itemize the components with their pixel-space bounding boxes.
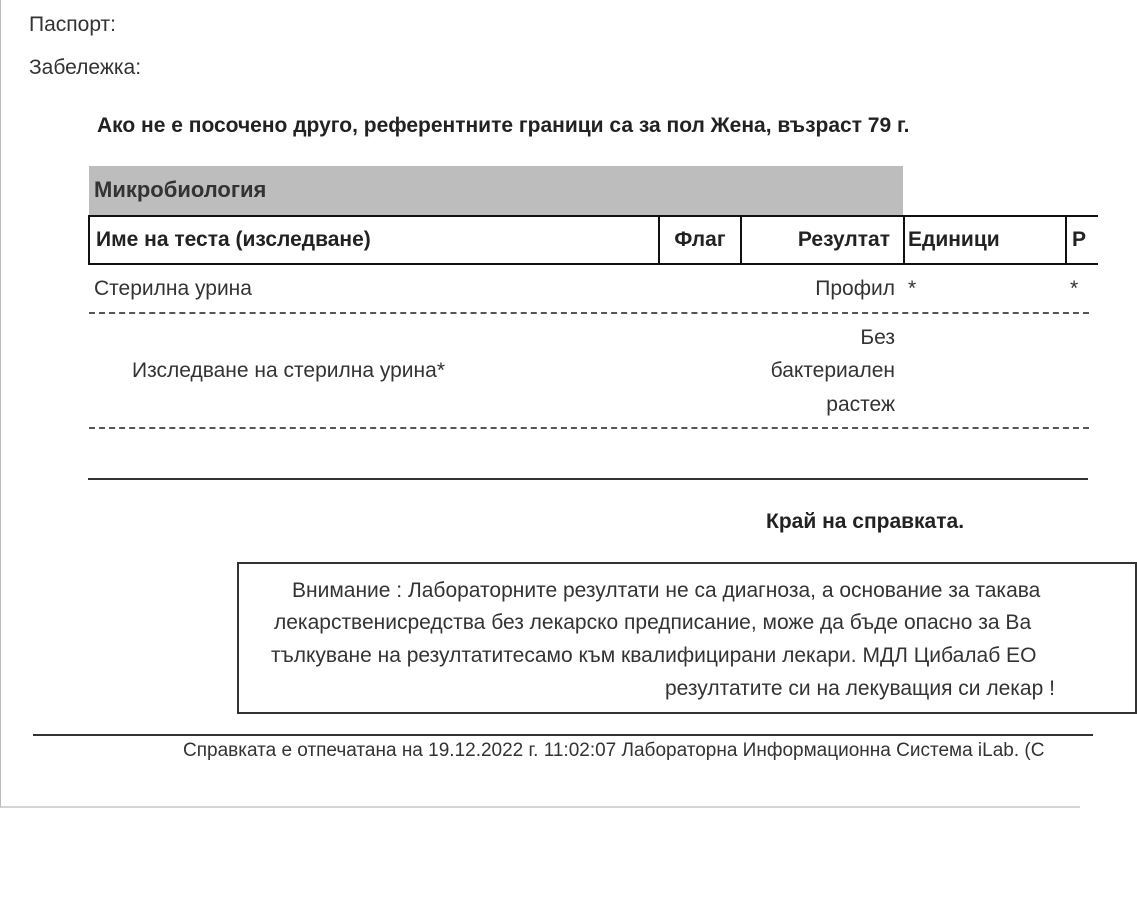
row-result-line-2: бактериален: [770, 359, 895, 382]
table-header-row: [88, 215, 1098, 265]
warning-line-4: резултатите си на лекуващия си лекар !: [665, 677, 1055, 700]
print-footer: Справката е отпечатана на 19.12.2022 г. 11:02:07 Лабораторна Информационна Система iLab. (С: [183, 740, 1045, 761]
column-header-test-name: Име на теста (изследване): [88, 217, 658, 263]
note-label: Забележка:: [29, 56, 142, 79]
warning-box: [237, 562, 1137, 714]
row-divider: [89, 312, 1089, 314]
warning-line-3: тълкуване на резултатитесамо към квалифицирани лекари. МДЛ Цибалаб ЕО: [271, 644, 1037, 667]
warning-line-2: лекарственисредства без лекарско предписание, може да бъде опасно за Ва: [274, 611, 1032, 634]
row-result-line-3: растеж: [826, 393, 895, 416]
column-header-flag: Флаг: [674, 228, 726, 251]
column-header-units: Единици: [908, 228, 1000, 251]
reference-range-note: Ако не е посочено друго, референтните граници са за пол Жена, възраст 79 г.: [97, 114, 910, 137]
row-test-name-sterile-urine-exam: Изследване на стерилна урина*: [132, 359, 445, 382]
warning-line-1: Внимание : Лабораторните резултати не са диагноза, а основание за такава: [292, 579, 1041, 602]
table-bottom-rule: [88, 478, 1088, 480]
row-test-name-sterile-urine: Стерилна урина: [94, 277, 252, 300]
row-units: *: [908, 277, 917, 300]
passport-label: Паспорт:: [29, 13, 116, 36]
footer-rule: [33, 734, 1093, 736]
section-title-microbiology: Микробиология: [89, 166, 903, 215]
row-result-profile: Профил: [815, 277, 895, 300]
column-header-reference: Р: [1072, 228, 1087, 251]
end-of-report: Край на справката.: [766, 510, 965, 533]
row-result-line-1: Без: [860, 326, 895, 349]
column-header-result: Резултат: [797, 228, 890, 251]
row-divider: [89, 427, 1089, 429]
row-reference: *: [1070, 277, 1079, 300]
